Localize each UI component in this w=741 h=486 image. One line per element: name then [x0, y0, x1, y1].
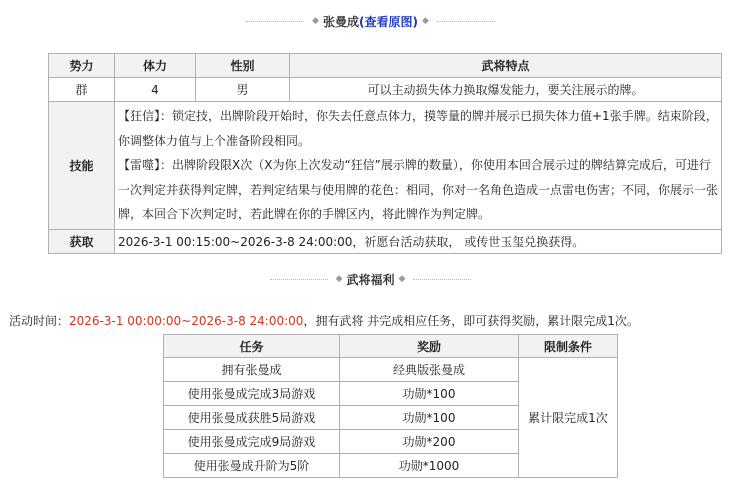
trait-cell: 可以主动损失体力换取爆发能力，要关注展示的牌。 [290, 78, 722, 102]
skills-row [49, 102, 722, 230]
obtain-row [49, 229, 722, 253]
table-row [164, 358, 618, 382]
activity-time: 2026-3-1 00:00:00~2026-3-8 24:00:00 [69, 314, 304, 328]
reward-table [163, 334, 618, 478]
diamond-icon: ◆ [398, 274, 406, 284]
table-row [49, 78, 722, 102]
divider-line [437, 21, 495, 22]
table-header-row [164, 335, 618, 358]
activity-line [9, 311, 734, 331]
obtain-label: 获取 [49, 229, 115, 253]
divider-line [413, 279, 471, 280]
welfare-heading [0, 269, 741, 289]
header-hp: 体力 [115, 54, 196, 78]
header-limit: 限制条件 [519, 335, 618, 358]
skill-leishi: 【雷噬】：出牌阶段限X次（X为你上次发动“狂信”展示牌的数量），你使用本回合展示过的牌结算完成后，可进行一次判定并获得判定牌，若判定结果与使用牌的花色：相同，你对一名角色造成一点雷电伤害；不同，你展示一张牌，本回合下次判定时，若此牌在你的手牌区内，将此牌作为判定牌。 [118, 158, 719, 221]
skill-kuangxin: 【狂信】：锁定技，出牌阶段开始时，你失去任意点体力，摸等量的牌并展示已损失体力值+1张手牌。结束阶段，你调整体力值与上个准备阶段相同。 [118, 109, 718, 148]
activity-prefix: 活动时间： [9, 314, 70, 328]
diamond-icon: ◆ [335, 274, 343, 284]
skills-label: 技能 [49, 102, 115, 230]
limit-cell: 累计限完成1次 [519, 358, 618, 478]
diamond-icon: ◆ [312, 16, 319, 26]
table-header-row [49, 54, 722, 78]
task-cell: 使用张曼成获胜5局游戏 [164, 406, 340, 430]
hp-cell: 4 [115, 78, 196, 102]
welfare-title: 武将福利 [346, 272, 395, 287]
reward-cell: 经典版张曼成 [340, 358, 519, 382]
skills-cell [115, 102, 722, 230]
task-cell: 使用张曼成完成3局游戏 [164, 382, 340, 406]
gender-cell: 男 [196, 78, 290, 102]
reward-cell: 功勋*200 [340, 430, 519, 454]
obtain-cell: 2026-3-1 00:15:00~2026-3-8 24:00:00，祈愿台活动获取， 或传世玉玺兑换获得。 [115, 229, 722, 253]
header-faction: 势力 [49, 54, 115, 78]
activity-suffix: ，拥有武将 并完成相应任务，即可获得奖励，累计限完成1次。 [303, 314, 639, 328]
divider-line [270, 279, 328, 280]
task-cell: 使用张曼成升阶为5阶 [164, 454, 340, 478]
header-reward: 奖励 [340, 335, 519, 358]
reward-cell: 功勋*100 [340, 382, 519, 406]
header-trait: 武将特点 [290, 54, 722, 78]
general-heading [0, 11, 741, 31]
task-cell: 使用张曼成完成9局游戏 [164, 430, 340, 454]
faction-cell: 群 [49, 78, 115, 102]
header-gender: 性别 [196, 54, 290, 78]
reward-cell: 功勋*1000 [340, 454, 519, 478]
reward-cell: 功勋*100 [340, 406, 519, 430]
general-title [323, 13, 418, 30]
task-cell: 拥有张曼成 [164, 358, 340, 382]
general-name: 张曼成 [323, 14, 360, 29]
header-task: 任务 [164, 335, 340, 358]
diamond-icon: ◆ [422, 16, 429, 26]
general-info-table [48, 53, 722, 254]
view-original-link[interactable]: (查看原图) [359, 14, 418, 29]
divider-line [246, 21, 304, 22]
